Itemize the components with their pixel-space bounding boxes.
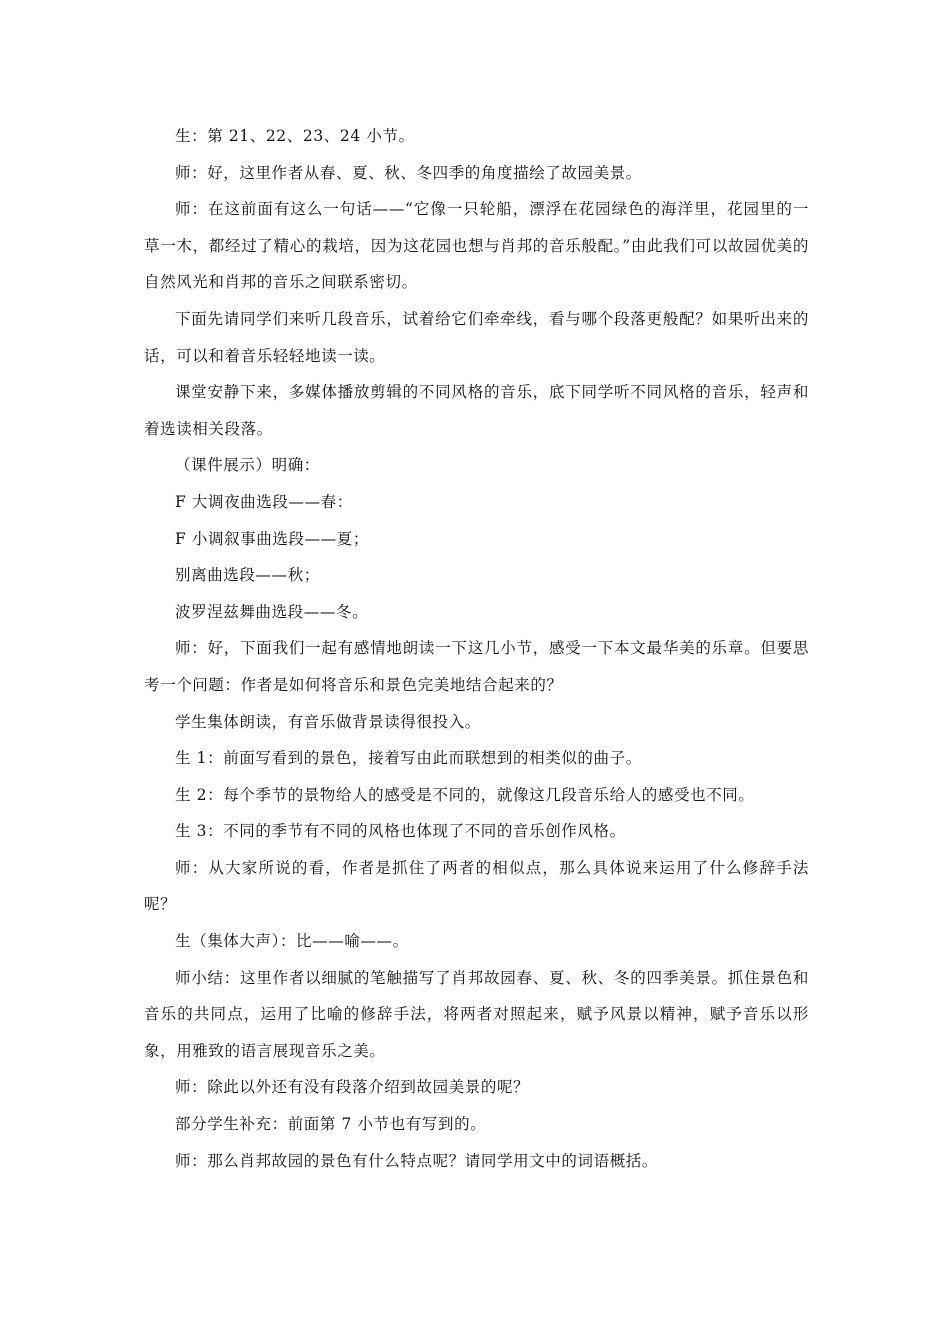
- paragraph-1: 生：第 21、22、23、24 小节。: [175, 127, 415, 145]
- paragraph-4: 下面先请同学们来听几段音乐，试着给它们牵牵线，看与哪个段落更般配？如果听出来的话，可以和着音乐轻轻地读一读。: [144, 309, 809, 365]
- paragraph-17: 生（集体大声）：比——喻——。: [175, 932, 409, 951]
- paragraph-8: F 小调叙事曲选段——夏；: [175, 529, 369, 548]
- paragraph-20: 部分学生补充：前面第 7 小节也有写到的。: [175, 1115, 487, 1134]
- paragraph-13: 生 1：前面写看到的景色，接着写由此而联想到的相类似的曲子。: [175, 749, 642, 768]
- paragraph-15: 生 3：不同的季节有不同的风格也体现了不同的音乐创作风格。: [175, 822, 626, 841]
- paragraph-10: 波罗涅兹舞曲选段——冬。: [175, 602, 369, 621]
- paragraph-12: 学生集体朗读，有音乐做背景读得很投入。: [175, 712, 481, 731]
- paragraph-14: 生 2：每个季节的景物给人的感受是不同的，就像这几段音乐给人的感受也不同。: [175, 785, 755, 804]
- paragraph-16: 师：从大家所说的看，作者是抓住了两者的相似点，那么具体说来运用了什么修辞手法呢？: [144, 858, 809, 914]
- paragraph-3: 师：在这前面有这么一句话——“它像一只轮船，漂浮在花园绿色的海洋里，花园里的一草一木，都经过了精心的栽培，因为这花园也想与肖邦的音乐般配。”由此我们可以故园优美的自然风光和肖邦的音乐之间联系密切。: [144, 200, 809, 292]
- paragraph-9: 别离曲选段——秋；: [175, 566, 320, 585]
- paragraph-6: （课件展示）明确：: [175, 456, 320, 475]
- paragraph-5: 课堂安静下来，多媒体播放剪辑的不同风格的音乐，底下同学听不同风格的音乐，轻声和着选读相关段落。: [144, 383, 809, 438]
- paragraph-2: 师：好，这里作者从春、夏、秋、冬四季的角度描绘了故园美景。: [175, 163, 642, 182]
- paragraph-11: 师：好，下面我们一起有感情地朗读一下这几小节，感受一下本文最华美的乐章。但要思考一个问题：作者是如何将音乐和景色完美地结合起来的？: [144, 639, 809, 694]
- lesson-transcript: [144, 118, 809, 1179]
- paragraph-18: 师小结：这里作者以细腻的笔触描写了肖邦故园春、夏、秋、冬的四季美景。抓住景色和音乐的共同点，运用了比喻的修辞手法，将两者对照起来，赋予风景以精神，赋予音乐以形象，用雅致的语言展现音乐之美。: [144, 968, 809, 1060]
- paragraph-19: 师：除此以外还有没有段落介绍到故园美景的呢？: [175, 1078, 530, 1097]
- paragraph-21: 师：那么肖邦故园的景色有什么特点呢？请同学用文中的词语概括。: [175, 1151, 659, 1170]
- paragraph-7: F 大调夜曲选段——春：: [175, 492, 353, 511]
